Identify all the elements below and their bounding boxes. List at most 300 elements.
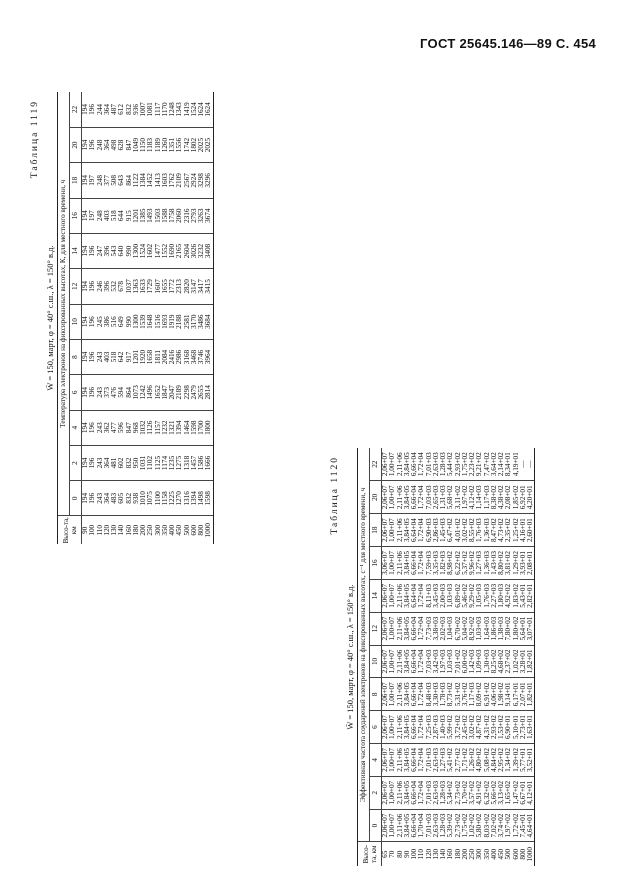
table-cell: 1493 (146, 208, 155, 223)
table-cell: 2,06+07 (381, 616, 389, 641)
table-cell: 3,07+01 (526, 616, 534, 641)
table-cell: 1394 (189, 491, 198, 506)
table-cell: 1524 (189, 102, 198, 117)
table-cell: 6,90+01 (504, 715, 513, 740)
table-cell: 1,64+03 (482, 616, 491, 641)
table-cell: 917 (124, 351, 133, 363)
value-column (82, 445, 214, 480)
table-cell: 3,74+02 (497, 813, 505, 838)
table-cell: 4,19+01 (511, 452, 520, 477)
page-header: ГОСТ 25645.146—89 С. 454 (420, 36, 596, 51)
table-cell: 2,06+07 (381, 813, 389, 838)
hour-header: 16 (70, 198, 82, 233)
value-column (82, 127, 214, 162)
table-cell: 1552 (160, 243, 169, 259)
table-cell: 1122 (131, 173, 140, 188)
table-cell: 3,11+02 (453, 485, 462, 510)
table-cell: 3,84+05 (402, 780, 411, 805)
table-cell: 1010 (139, 491, 147, 506)
table-cell: 1800 (204, 420, 213, 435)
table-cell: 2,08+02 (504, 485, 513, 510)
table-cell: 7,47+02 (482, 452, 491, 477)
table-cell: 628 (117, 139, 126, 151)
table-cell: 2047 (168, 385, 176, 400)
table-cell: 3,84+05 (402, 682, 411, 707)
table-cell: 1,40+03 (439, 715, 447, 740)
table-cell: 3408 (204, 243, 213, 259)
table-cell: 3,84+05 (402, 452, 411, 477)
table-cell: 1,72+04 (417, 551, 426, 575)
table-cell: 196 (88, 422, 97, 434)
table-cell: 4,12+02 (468, 485, 476, 510)
table-cell: 4,01+02 (453, 518, 462, 543)
table-cell: 2581 (182, 314, 191, 329)
table-cell: 643 (117, 175, 126, 186)
table-cell: 1157 (153, 420, 162, 435)
table-cell: 3674 (204, 208, 213, 223)
table-cell: 1,71+02 (460, 748, 469, 772)
value-column (382, 776, 535, 809)
table-cell: 3,57+02 (468, 780, 476, 805)
table-cell: 642 (117, 351, 126, 363)
table-cell: 1075 (146, 491, 155, 506)
table-cell: 243 (95, 351, 104, 363)
table-cell: 1,17+03 (468, 682, 476, 707)
table-cell: 3263 (197, 208, 205, 223)
table-cell: 1125 (153, 455, 162, 471)
table-cell: 1351 (168, 137, 176, 153)
table-cell: 1,00+07 (388, 748, 397, 772)
table-cell: 1,34+02 (504, 748, 513, 772)
table-cell: 1,76+03 (482, 583, 491, 608)
table-cell: 377 (102, 175, 111, 186)
table-cell: 1598 (189, 420, 198, 435)
table-cell: 1,00+07 (388, 485, 397, 510)
table-cell: 1516 (153, 314, 162, 329)
table-cell: 4,80+02 (475, 748, 484, 772)
table-cell: 1624 (204, 102, 213, 117)
table-cell: 1,03+03 (446, 649, 455, 674)
table-cell: 396 (102, 280, 111, 292)
height-value: 300 (153, 524, 162, 536)
table-cell: 1762 (168, 173, 176, 188)
height-value: 400 (168, 524, 176, 536)
table-cell: 3,81+02 (504, 551, 513, 575)
table-cell: 864 (124, 175, 133, 186)
table-cell: 7,02+02 (489, 813, 498, 838)
table-cell: 8,98+02 (446, 551, 455, 575)
table-cell: 1,38+03 (497, 616, 505, 641)
table-cell: 3,52+01 (526, 748, 534, 772)
table-cell: 1150 (139, 138, 147, 153)
table-cell: 1693 (160, 314, 169, 329)
table-cell: 1,80+02 (511, 616, 520, 641)
table-cell: 1,82+01 (526, 682, 534, 707)
table-cell: 3415 (204, 279, 213, 294)
table-cell: 6,66+04 (410, 715, 418, 740)
table-cell: 243 (95, 386, 104, 398)
table-cell: 4,91+02 (475, 780, 484, 805)
table-cell: 1496 (146, 385, 155, 400)
table-cell: 5,68+02 (446, 485, 455, 510)
table-cell: 1260 (160, 137, 169, 153)
height-value: 600 (189, 524, 198, 536)
table-cell: 196 (88, 139, 97, 151)
table-cell: 1,72+04 (417, 715, 426, 740)
hour-header: 18 (370, 514, 382, 547)
height-column (382, 842, 535, 866)
table-cell: 483 (110, 492, 118, 504)
table-cell: 832 (124, 104, 133, 115)
table-cell: 2,63+03 (431, 780, 440, 805)
table-cell: 8,38+02 (489, 485, 498, 510)
table-cell: 4,92+02 (504, 583, 513, 608)
hour-header-row (70, 92, 82, 544)
table-cell: 1498 (197, 491, 205, 506)
table-cell: 5,41+02 (446, 748, 455, 772)
table-cell: 194 (81, 492, 89, 504)
table-cell: 3468 (189, 349, 198, 365)
table-cell: 2,73+01 (518, 715, 527, 740)
table-cell: 2,65+03 (431, 485, 440, 510)
table-cell: 649 (117, 316, 126, 328)
value-column (82, 269, 214, 304)
table-cell: 1,78+03 (439, 682, 447, 707)
table-cell: 1,83+02 (511, 583, 520, 608)
table-cell: 396 (102, 245, 111, 257)
value-column (382, 448, 535, 481)
table-cell: 5,44+02 (446, 452, 455, 477)
table-cell: 1174 (160, 455, 169, 471)
table-cell: 2,06+07 (381, 715, 389, 740)
table-cell: 1,31+03 (439, 485, 447, 510)
value-column (82, 92, 214, 127)
table-cell: 1275 (175, 455, 184, 471)
table-cell: 1847 (160, 385, 169, 400)
table-cell: 3,42+03 (431, 649, 440, 674)
table-cell: 5,77+01 (518, 748, 527, 772)
value-column (382, 481, 535, 514)
table-cell: 3,84+05 (402, 649, 411, 674)
table-cell: 1,97+02 (504, 813, 513, 838)
table-cell: 1,00+07 (388, 518, 397, 543)
table-cell: 1,72+04 (417, 452, 426, 477)
table-cell: 1,27+03 (475, 551, 484, 575)
table-cell: 2,11+06 (395, 616, 404, 641)
table-cell: 1464 (182, 420, 191, 435)
table-cell: 1,72+02 (511, 813, 520, 838)
table-body-row (382, 448, 535, 866)
table-cell: 7,01+03 (424, 748, 433, 772)
table-cell: 2,06+07 (381, 583, 389, 608)
table-cell: 6,92+01 (518, 485, 527, 510)
table-cell: 1,76+03 (475, 518, 484, 543)
table-cell: 3,13+02 (497, 780, 505, 805)
table-cell: 1,14+03 (475, 485, 484, 510)
table-cell: 5,46+02 (460, 583, 469, 608)
height-value: 600 (511, 848, 520, 860)
height-value: 140 (117, 524, 126, 536)
table-cell: 2,77+02 (453, 748, 462, 772)
table-cell: 2,11+06 (395, 649, 404, 674)
table-cell: 1,03+03 (475, 616, 484, 641)
table-cell: 1,75+02 (460, 452, 469, 477)
table-cell: 2,07+01 (518, 682, 527, 707)
table-cell: 1,25+02 (511, 518, 520, 543)
table-cell: 1,30+03 (482, 649, 491, 674)
table-cell: 6,91+02 (482, 682, 491, 707)
table-cell: 2189 (175, 385, 184, 400)
value-column (82, 304, 214, 339)
table-cell: 8,11+03 (424, 584, 433, 608)
table-cell: 194 (81, 351, 89, 363)
height-value: 250 (146, 524, 155, 536)
table-cell: 1655 (160, 279, 169, 294)
table-cell: — (526, 460, 534, 468)
table-cell: 1321 (168, 420, 176, 435)
height-value: 200 (139, 524, 147, 536)
table-cell: 2,82+01 (526, 583, 534, 608)
table-cell: 950 (131, 457, 140, 469)
table-cell: 1602 (146, 243, 155, 259)
table-cell: 1,42+03 (468, 649, 476, 674)
table-cell: 373 (102, 386, 111, 398)
table-cell: 386 (102, 316, 111, 328)
table-cell: 640 (117, 245, 126, 257)
table-cell: 2,06+07 (381, 748, 389, 772)
table-cell: 6,64+04 (410, 583, 418, 608)
table-cell: 2,63+03 (431, 813, 440, 838)
table-cell: 1049 (131, 137, 140, 153)
table-cell: 678 (117, 280, 126, 292)
table-cell: 3026 (189, 243, 198, 259)
hour-header-row (370, 448, 382, 866)
table-cell: 2,06+07 (381, 452, 389, 477)
table-cell: 3,35+03 (431, 551, 440, 575)
table-cell: 2814 (204, 385, 213, 400)
table-cell: 6,66+04 (410, 780, 418, 805)
hour-header: 22 (70, 92, 82, 127)
table-cell: 1477 (153, 243, 162, 259)
table-cell: 1,75+02 (460, 813, 469, 838)
value-column (82, 233, 214, 268)
table-cell: 5,08+02 (482, 748, 491, 772)
hour-header: 20 (70, 127, 82, 162)
table-cell: 1666 (204, 455, 213, 471)
table-cell: 4,16+01 (518, 518, 527, 543)
table-cell: 2,11+06 (395, 551, 404, 575)
table-cell: 3,02+02 (460, 518, 469, 543)
table-cell: 1,47+02 (511, 780, 520, 805)
table-cell: 2,23+02 (468, 452, 476, 477)
table-cell: 1556 (175, 137, 184, 153)
value-column (82, 410, 214, 445)
table-cell: 1,80+03 (497, 583, 505, 608)
table-cell: 1,72+04 (417, 485, 426, 510)
table-cell: 1081 (146, 102, 155, 117)
table-cell: 1,02+02 (468, 813, 476, 838)
table-cell: 364 (102, 139, 111, 151)
table-cell: 990 (124, 245, 133, 257)
table-cell: 246 (95, 280, 104, 292)
table-cell: 1300 (131, 314, 140, 329)
height-value: 500 (182, 524, 191, 536)
table-cell: 1652 (153, 385, 162, 400)
table-cell: 2,11+06 (395, 813, 404, 838)
table-cell: 1,00+07 (388, 583, 397, 608)
table-cell: 7,03+03 (424, 485, 433, 510)
table-cell: 1452 (146, 173, 155, 188)
table-cell: 1,17+03 (482, 485, 491, 510)
table-cell: 6,90+03 (424, 518, 433, 543)
table-cell: 2,87+03 (431, 715, 440, 740)
height-value: 400 (489, 848, 498, 860)
table-cell: 364 (102, 492, 111, 504)
table-cell: 1772 (168, 279, 176, 294)
table-title: W̄ = 150, март, φ = 40° с.ш., λ = 150° в.д. (345, 584, 355, 730)
table-cell: 6,66+04 (410, 452, 418, 477)
table-cell: 518 (110, 351, 118, 363)
table-cell: 508 (110, 175, 118, 186)
table-cell: 2793 (189, 208, 198, 223)
table-cell: 1624 (197, 102, 205, 117)
table-cell: 2,00+03 (439, 583, 447, 608)
table-cell: 1598 (204, 491, 213, 506)
table-cell: 1032 (139, 420, 147, 435)
table-cell: 3746 (197, 349, 205, 365)
table-cell: 2165 (175, 243, 184, 259)
table-cell: 5,31+02 (453, 682, 462, 707)
table-cell: 4,64+01 (526, 813, 534, 838)
table-cell: 2567 (182, 173, 191, 188)
table-cell: 1037 (124, 279, 133, 294)
value-column (82, 481, 214, 516)
value-column (382, 711, 535, 744)
table-cell: 2,11+06 (395, 452, 404, 476)
table-cell: 196 (88, 351, 97, 363)
table-cell: 6,66+04 (410, 649, 418, 674)
table-cell: 481 (110, 457, 118, 469)
table-cell: 476 (110, 386, 118, 398)
table-cell: 1,85+02 (511, 485, 520, 510)
table-cell: — (518, 460, 527, 468)
table-cell: 2,63+03 (431, 748, 440, 772)
table-cell: 1363 (131, 279, 140, 294)
table-cell: 2,86+03 (431, 518, 440, 543)
table-cell: 5,39+02 (446, 813, 455, 838)
table-cell: 543 (110, 245, 118, 257)
table-cell: 2,63+03 (431, 452, 440, 477)
table-cell: 2,45+02 (460, 715, 469, 740)
table-cell: 364 (102, 104, 111, 115)
table-cell: 2025 (204, 137, 213, 153)
table-cell: 1384 (139, 173, 147, 188)
table-cell: 487 (110, 104, 118, 115)
table-cell: 3,84+05 (402, 518, 411, 543)
table-cell: 1700 (197, 420, 205, 435)
table-cell: 2,11+06 (395, 780, 404, 805)
height-value: 800 (518, 848, 527, 860)
table-cell: 1031 (139, 455, 147, 471)
height-value: 1000 (526, 847, 534, 862)
table-cell: 2,06+07 (381, 649, 389, 674)
table-cell: 7,80+02 (504, 616, 513, 641)
height-value: 100 (88, 524, 97, 536)
table-cell: 2655 (197, 385, 205, 400)
table-cell: 1,26+02 (468, 748, 476, 772)
table-cell: 5,10+01 (511, 715, 520, 740)
height-value: 70 (388, 850, 397, 858)
table-cell: 2,06+07 (381, 682, 389, 707)
hour-header: 20 (370, 481, 382, 514)
table-cell: 1300 (131, 243, 140, 259)
table-cell: 4,12+01 (526, 780, 534, 805)
table-cell: 4,38+02 (497, 485, 505, 510)
table-cell: 1,65+02 (504, 780, 513, 805)
table-cell: 4,87+02 (475, 715, 484, 740)
table-cell: 1270 (175, 491, 184, 506)
table-cell: 1,86+03 (489, 616, 498, 641)
table-cell: 1,00+07 (388, 616, 397, 641)
value-column (382, 547, 535, 580)
table-cell: 3,84+05 (402, 715, 411, 740)
table-cell: 2313 (175, 279, 184, 294)
value-column (82, 163, 214, 198)
table-cell: 516 (110, 316, 118, 328)
table-cell: 3,30+03 (431, 682, 440, 707)
table-cell: 1802 (189, 137, 198, 153)
table-cell: 196 (88, 457, 97, 469)
table-cell: 1,97+03 (439, 649, 447, 674)
table-cell: 6,70+02 (453, 616, 462, 641)
value-column (382, 612, 535, 645)
table-cell: 4,06+02 (489, 682, 498, 707)
table-cell: 1,72+04 (417, 518, 426, 543)
height-value: 450 (497, 848, 505, 860)
table-cell: 1248 (168, 102, 176, 117)
table-cell: 4,20+01 (526, 485, 534, 510)
height-column (82, 516, 214, 544)
table-cell: 1225 (168, 491, 176, 506)
hour-header: 10 (370, 645, 382, 678)
table-cell: 194 (81, 175, 89, 186)
table-cell: 1316 (182, 491, 191, 506)
span-header: Эффективная частота соударений электронов на фиксированных высотах, с⁻¹ для местного времени, ч (358, 448, 370, 842)
table-cell: 196 (88, 316, 97, 328)
table-cell: 2,60+01 (526, 518, 534, 543)
table-cell: 1,02+02 (511, 649, 520, 674)
span-header: Температура электронов на фиксированных высотах, К, для местного времени, ч (58, 92, 70, 516)
table-cell: 6,64+04 (410, 518, 418, 543)
table-cell: 2479 (189, 385, 198, 400)
table-cell: 8,48+03 (424, 682, 433, 707)
height-value: 1000 (204, 523, 213, 538)
table-cell: 2,06+07 (381, 780, 389, 805)
table-cell: 1007 (139, 102, 147, 117)
table-cell: 7,01+03 (424, 452, 433, 477)
table-cell: 6,00+02 (460, 649, 469, 674)
table-cell: 2,08+01 (526, 551, 534, 575)
table-cell: 194 (81, 245, 89, 257)
table-cell: 8,73+02 (446, 682, 455, 707)
table-cell: 3,84+05 (402, 813, 411, 838)
table-cell: 194 (81, 386, 89, 398)
table-cell: 1073 (131, 385, 140, 400)
table-cell: 1413 (153, 173, 162, 188)
table-cell: 194 (81, 139, 89, 151)
table-cell: 602 (117, 457, 126, 469)
stub-header: Высо-та, км (58, 516, 82, 544)
